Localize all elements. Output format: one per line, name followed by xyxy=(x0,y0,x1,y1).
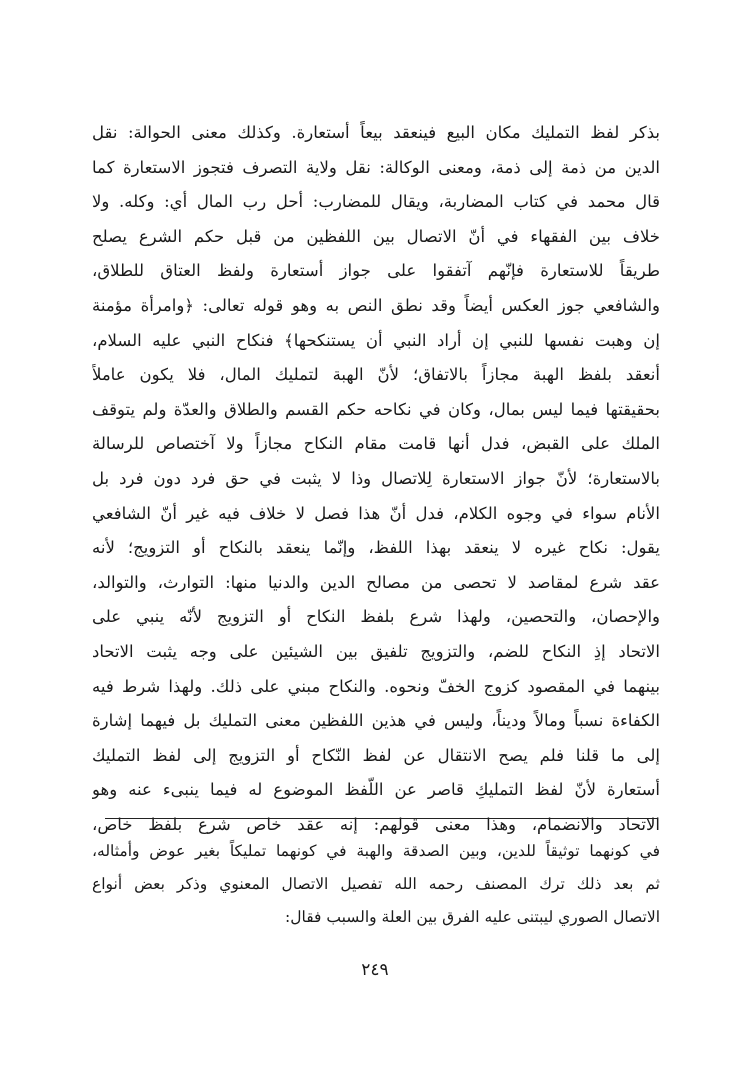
text-line: إن وهبت نفسها للنبي إن أراد النبي أن يستنكحها﴾ فنكاح النبي عليه السلام، xyxy=(92,330,660,350)
text-line: عقد شرع لمقاصد لا تحصى من مصالح الدين والدنيا منها: التوارث، والتوالد، xyxy=(92,572,660,592)
text-line: يقول: نكاح غيره لا ينعقد بهذا اللفظ، وإنّما ينعقد بالنكاح أو التزويج؛ لأنه xyxy=(92,538,660,558)
text-line: بذكر لفظ التمليك مكان البيع فينعقد بيعاً أستعارة. وكذلك معنى الحوالة: نقل xyxy=(92,123,660,142)
text-line: بالاستعارة؛ لأنّ جواز الاستعارة لِلاتصال وذا لا يثبت في حق فرد دون فرد بل xyxy=(92,468,660,488)
text-line: خلاف بين الفقهاء في أنّ الاتصال بين اللفظين من قبل حكم الشرع يصلح xyxy=(92,226,660,246)
text-line: والشافعي جوز العكس أيضاً وقد نطق النص به وهو قوله تعالى: ﴿وامرأة مؤمنة xyxy=(92,295,660,315)
main-text-block xyxy=(92,116,660,842)
text-line: الملك على القبض، فدل أنها قامت مقام النكاح مجازاً ولا آختصاص للرسالة xyxy=(92,434,660,454)
footnote-line: ثم بعد ذلك ترك المصنف رحمه الله تفصيل الاتصال المعنوي وذكر بعض أنواع xyxy=(92,875,660,893)
text-line: الأنام سواء في وجوه الكلام، فدل أنّ هذا فصل لا خلاف فيه غير أنّ الشافعي xyxy=(92,503,660,523)
text-line: الاتحاد والانضمام، وهذا معنى قولهم: إنه عقد خاص شرع بلفظ خاص، xyxy=(92,814,660,834)
text-line: الاتحاد إذِ النكاح للضم، والتزويج تلفيق بين الشيئين على وجه يثبت الاتحاد xyxy=(92,641,660,661)
text-line: طريقاً للاستعارة فإنّهم آتفقوا على جواز أستعارة ولفظ العتاق للطلاق، xyxy=(92,261,660,281)
text-line: والإحصان، والتحصين، ولهذا شرع بلفظ النكاح أو التزويج لأنّه ينبي على xyxy=(92,607,660,627)
text-line: بحقيقتها فيما ليس بمال، وكان في نكاحه حكم القسم والطلاق والعدّة ولم يتوقف xyxy=(92,399,660,419)
footnote-line: الاتصال الصوري ليبتنى عليه الفرق بين العلة والسبب فقال: xyxy=(285,908,660,926)
text-line: الدين من ذمة إلى ذمة، ومعنى الوكالة: نقل ولاية التصرف فتجوز الاستعارة كما xyxy=(92,157,660,177)
text-line: إلى ما قلنا فلم يصح الانتقال عن لفظ النّكاح أو التزويج إلى لفظ التمليك xyxy=(92,745,660,765)
text-line: الكفاءة نسباً ومالاً وديناً، وليس في هذين اللفظين معنى التمليك بل فيهما إشارة xyxy=(92,711,660,731)
text-line: أستعارة لأنّ لفظ التمليكِ قاصر عن اللّفظ الموضوع له فيما ينبىء عنه وهو xyxy=(92,780,660,800)
text-line: أنعقد بلفظ الهبة مجازاً بالاتفاق؛ لأنّ الهبة لتمليك المال، فلا يكون عاملاً xyxy=(92,365,660,385)
footnote-block xyxy=(92,835,660,934)
page-number: ٢٤٩ xyxy=(361,960,389,980)
footnote-divider xyxy=(105,818,658,819)
text-line: بينهما في المقصود كزوج الخفّ ونحوه. والنكاح مبني على ذلك. ولهذا شرط فيه xyxy=(92,676,660,696)
footnote-line: في كونهما توثيقاً للدين، وبين الصدقة والهبة في كونهما تمليكاً بغير عوض وأمثاله، xyxy=(92,842,660,860)
text-line: قال محمد في كتاب المضاربة، ويقال للمضارب: أحل رب المال أي: وكله. ولا xyxy=(92,192,660,212)
